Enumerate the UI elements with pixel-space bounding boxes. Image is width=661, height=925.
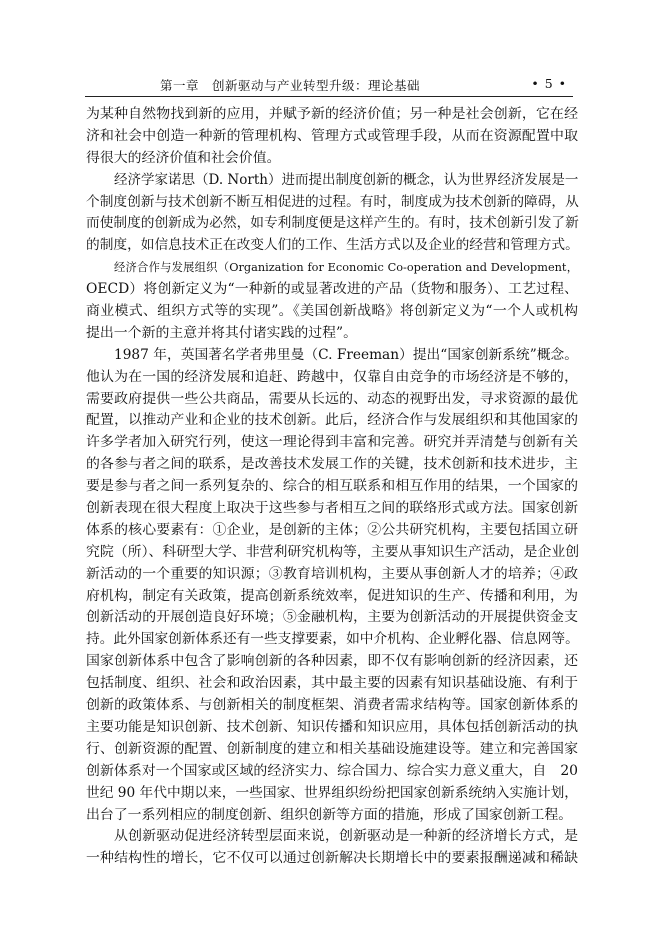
text-line: 要是参与者之间一系列复杂的、综合的相互联系和相互作用的结果，一个国家的	[86, 478, 578, 495]
text-line: 出台了一系列相应的制度创新、组织创新等方面的措施，形成了国家创新工程。	[86, 806, 573, 823]
text-line: 主要功能是知识创新、技术创新、知识传播和知识应用，具体包括创新活动的执	[86, 718, 578, 735]
text-line: 而使制度的创新成为必然，如专利制度便是这样产生的。有时，技术创新引发了新	[86, 215, 579, 232]
text-line: 新活动的一个重要的知识源；③教育培训机构，主要从事创新人才的培养；④政	[86, 565, 578, 582]
text-line: 需要政府提供一些公共商品，需要从长远的、动态的视野出发，寻求资源的最优	[86, 390, 578, 407]
text-line: 世纪 90 年代中期以来，一些国家、世界组织纷纷把国家创新系统纳入实施计划，	[86, 784, 578, 801]
text-line: 创新体系对一个国家或区域的经济实力、综合国力、综合实力意义重大，自 20	[86, 762, 578, 779]
text-line: 个制度创新与技术创新不断互相促进的过程。有时，制度成为技术创新的障碍，从	[86, 193, 579, 210]
chapter-title: 第一章 创新驱动与产业转型升级：理论基础	[159, 78, 420, 93]
text-line: 创新表现在很大程度上取决于这些参与者相互之间的联络形式或方法。国家创新	[86, 500, 578, 517]
text-line: 创新的政策体系、与创新相关的制度框架、消费者需求结构等。国家创新体系的	[86, 697, 578, 714]
text-line: 行、创新资源的配置、创新制度的建立和相关基础设施建设等。建立和完善国家	[86, 740, 578, 757]
text-line: 许多学者加入研究行列，使这一理论得到丰富和完善。研究并弄清楚与创新有关	[86, 434, 578, 451]
page-number: • 5 •	[531, 76, 567, 91]
text-line: 经济合作与发展组织（Organization for Economic Co-operation and Development，	[114, 261, 578, 275]
text-line: 一种结构性的增长，它不仅可以通过创新解决长期增长中的要素报酬递减和稀缺	[86, 850, 578, 867]
text-line: 的制度，如信息技术正在改变人们的工作、生活方式以及企业的经营和管理方式。	[86, 237, 579, 254]
text-line: 商业模式、组织方式等的实现”。《美国创新战略》将创新定义为“一个人或机构	[86, 303, 578, 320]
body-text	[86, 104, 578, 870]
text-line: 济和社会中创造一种新的管理机构、管理方式或管理手段，从而在资源配置中取	[86, 127, 578, 144]
text-line: 体系的核心要素有：①企业，是创新的主体；②公共研究机构，主要包括国立研	[86, 521, 578, 538]
text-line: 他认为在一国的经济发展和追赶、跨越中，仅靠自由竞争的市场经济是不够的，	[86, 368, 578, 385]
text-line: 的各参与者之间的联系，是改善技术发展工作的关键，技术创新和技术进步，主	[86, 456, 578, 473]
text-line: 创新活动的开展创造良好环境；⑤金融机构，主要为创新活动的开展提供资金支	[86, 609, 578, 626]
text-line: 为某种自然物找到新的应用，并赋予新的经济价值；另一种是社会创新，它在经	[86, 106, 578, 122]
text-line: 从创新驱动促进经济转型层面来说，创新驱动是一种新的经济增长方式，是	[114, 828, 578, 845]
text-line: 得很大的经济价值和社会价值。	[86, 149, 281, 166]
running-header	[85, 72, 573, 97]
text-line: 府机构，制定有关政策，提高创新系统效率，促进知识的生产、传播和利用，为	[86, 587, 578, 604]
text-line: 包括制度、组织、社会和政治因素，其中最主要的因素有知识基础设施、有利于	[86, 675, 578, 692]
text-line: 配置，以推动产业和企业的技术创新。此后，经济合作与发展组织和其他国家的	[86, 412, 578, 429]
text-line: 提出一个新的主意并将其付诸实践的过程”。	[86, 324, 358, 341]
text-line: 持。此外国家创新体系还有一些支撑要素，如中介机构、企业孵化器、信息网等。	[86, 631, 579, 648]
text-line: OECD）将创新定义为“一种新的或显著改进的产品（货物和服务）、工艺过程、	[86, 281, 578, 298]
text-line: 究院（所）、科研型大学、非营利研究机构等，主要从事知识生产活动，是企业创	[86, 543, 580, 560]
text-line: 1987 年，英国著名学者弗里曼（C. Freeman）提出“国家创新系统”概念。	[114, 346, 578, 363]
text-line: 国家创新体系中包含了影响创新的各种因素，即不仅有影响创新的经济因素，还	[86, 653, 578, 670]
text-line: 经济学家诺思（D. North）进而提出制度创新的概念，认为世界经济发展是一	[114, 171, 579, 188]
